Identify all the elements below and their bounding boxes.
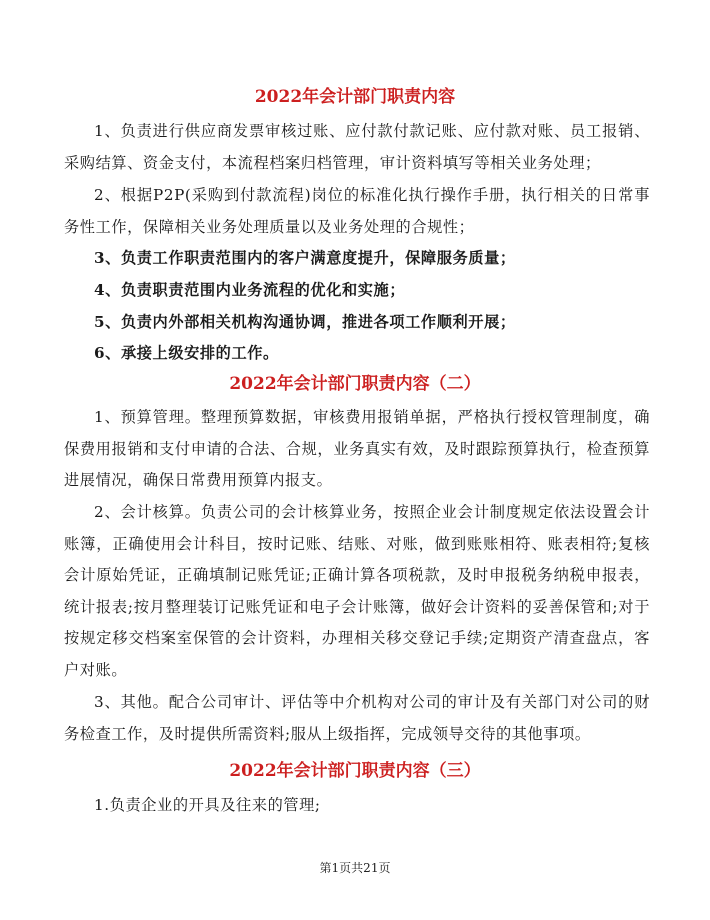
paragraph-1-5: 5、负责内外部相关机构沟通协调，推进各项工作顺利开展； [94,313,516,331]
paragraph-3-1: 1.负责企业的开具及往来的管理; [94,796,321,814]
paragraph-2-1: 1、预算管理。整理预算数据，审核费用报销单据，严格执行授权管理制度，确保费用报销和支付申请的合法、合规，业务真实有效，及时跟踪预算执行，检查预算进展情况，确保日常费用预算内报支。 [64,408,650,489]
section-title-1: 2022年会计部门职责内容 [254,87,456,107]
paragraph-1-6: 6、承接上级安排的工作。 [94,344,279,362]
paragraph-1-4: 4、负责职责范围内业务流程的优化和实施； [94,281,406,299]
paragraph-1-2: 2、根据P2P(采购到付款流程)岗位的标准化执行操作手册，执行相关的日常事务性工作，保障相关业务处理质量以及业务处理的合规性； [64,186,650,236]
paragraph-1-3: 3、负责工作职责范围内的客户满意度提升，保障服务质量； [94,249,516,267]
paragraph-1-1: 1、负责进行供应商发票审核过账、应付款付款记账、应付款对账、员工报销、采购结算、资金支付，本流程档案归档管理，审计资料填写等相关业务处理； [64,122,650,172]
section-title-3: 2022年会计部门职责内容（三） [229,761,481,781]
paragraph-2-2: 2、会计核算。负责公司的会计核算业务，按照企业会计制度规定依法设置会计账簿，正确使用会计科目，按时记账、结账、对账，做到账账相符、账表相符;复核会计原始凭证，正确填制记账凭证;正确计算各项税款，及时申报税务纳税申报表，统计报表;按月整理装订记账凭证和电子会计账簿，做好会计资料的妥善保管和;对于按规定移交档案室保管的会计资料，办理相关移交登记手续;定期资产清查盘点，客户对账。 [64,503,650,679]
section-title-2: 2022年会计部门职责内容（二） [229,374,481,394]
paragraph-2-3: 3、其他。配合公司审计、评估等中介机构对公司的审计及有关部门对公司的财务检查工作，及时提供所需资料;服从上级指挥，完成领导交待的其他事项。 [64,693,650,743]
page-number: 第1页共21页 [319,861,391,875]
